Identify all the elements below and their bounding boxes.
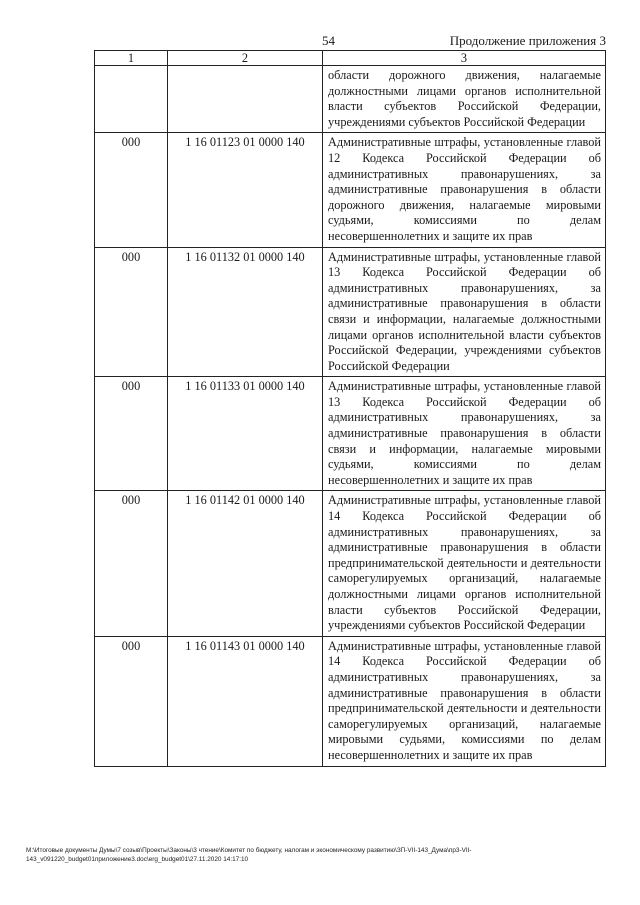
budget-code-cell: 1 16 01132 01 0000 140 <box>168 247 323 377</box>
admin-code-cell: 000 <box>95 247 168 377</box>
table-row <box>95 247 606 377</box>
description-cell: Административные штрафы, установленные главой 12 Кодекса Российской Федерации об административных правонарушениях, за административные правонарушения в области дорожного движения, налагаемые мировыми судьями, комиссиями по делам несовершеннолетних и защите их прав <box>323 133 606 247</box>
table-row <box>95 636 606 766</box>
budget-code-cell: 1 16 01133 01 0000 140 <box>168 377 323 491</box>
budget-code-cell <box>168 66 323 133</box>
page-number: 54 <box>322 33 335 48</box>
description-cell: Административные штрафы, установленные главой 14 Кодекса Российской Федерации об административных правонарушениях, за административные правонарушения в области предпринимательской деятельности и деятельности саморегулируемых организаций, налагаемые мировыми судьями, комиссиями по делам несовершеннолетних и защите их прав <box>323 636 606 766</box>
description-cell: области дорожного движения, налагаемые должностными лицами органов исполнительной власти субъектов Российской Федерации, учреждениями субъектов Российской Федерации <box>323 66 606 133</box>
column-number-row <box>95 51 606 66</box>
budget-code-cell: 1 16 01142 01 0000 140 <box>168 491 323 636</box>
table-row <box>95 491 606 636</box>
revenue-codes-table <box>94 50 606 767</box>
table-row <box>95 133 606 247</box>
admin-code-cell: 000 <box>95 133 168 247</box>
table-row <box>95 377 606 491</box>
column-header-1: 1 <box>95 51 168 66</box>
continuation-label: Продолжение приложения 3 <box>449 33 606 48</box>
table-row <box>95 66 606 133</box>
document-path-footer: M:\Итоговые документы Думы\7 созыв\Проекты\Законы\3 чтение\Комитет по бюджету, налогам и экономическому развитию\ЗП-VII-143_Дума\пр3-VII-143_v091220_budget01приложение3.doc\erg_budget01\27.11.2020 14:17:10 <box>26 847 472 863</box>
admin-code-cell: 000 <box>95 377 168 491</box>
budget-code-cell: 1 16 01123 01 0000 140 <box>168 133 323 247</box>
description-cell: Административные штрафы, установленные главой 13 Кодекса Российской Федерации об административных правонарушениях, за административные правонарушения в области связи и информации, налагаемые должностными лицами органов исполнительной власти субъектов Российской Федерации, учреждениями субъектов Российской Федерации <box>323 247 606 377</box>
admin-code-cell: 000 <box>95 491 168 636</box>
budget-code-cell: 1 16 01143 01 0000 140 <box>168 636 323 766</box>
column-header-3: 3 <box>323 51 606 66</box>
description-cell: Административные штрафы, установленные главой 13 Кодекса Российской Федерации об административных правонарушениях, за административные правонарушения в области связи и информации, налагаемые мировыми судьями, комиссиями по делам несовершеннолетних и защите их прав <box>323 377 606 491</box>
admin-code-cell <box>95 66 168 133</box>
admin-code-cell: 000 <box>95 636 168 766</box>
description-cell: Административные штрафы, установленные главой 14 Кодекса Российской Федерации об административных правонарушениях, за административные правонарушения в области предпринимательской деятельности и деятельности саморегулируемых организаций, налагаемые должностными лицами органов исполнительной власти субъектов Российской Федерации, учреждениями субъектов Российской Федерации <box>323 491 606 636</box>
column-header-2: 2 <box>168 51 323 66</box>
